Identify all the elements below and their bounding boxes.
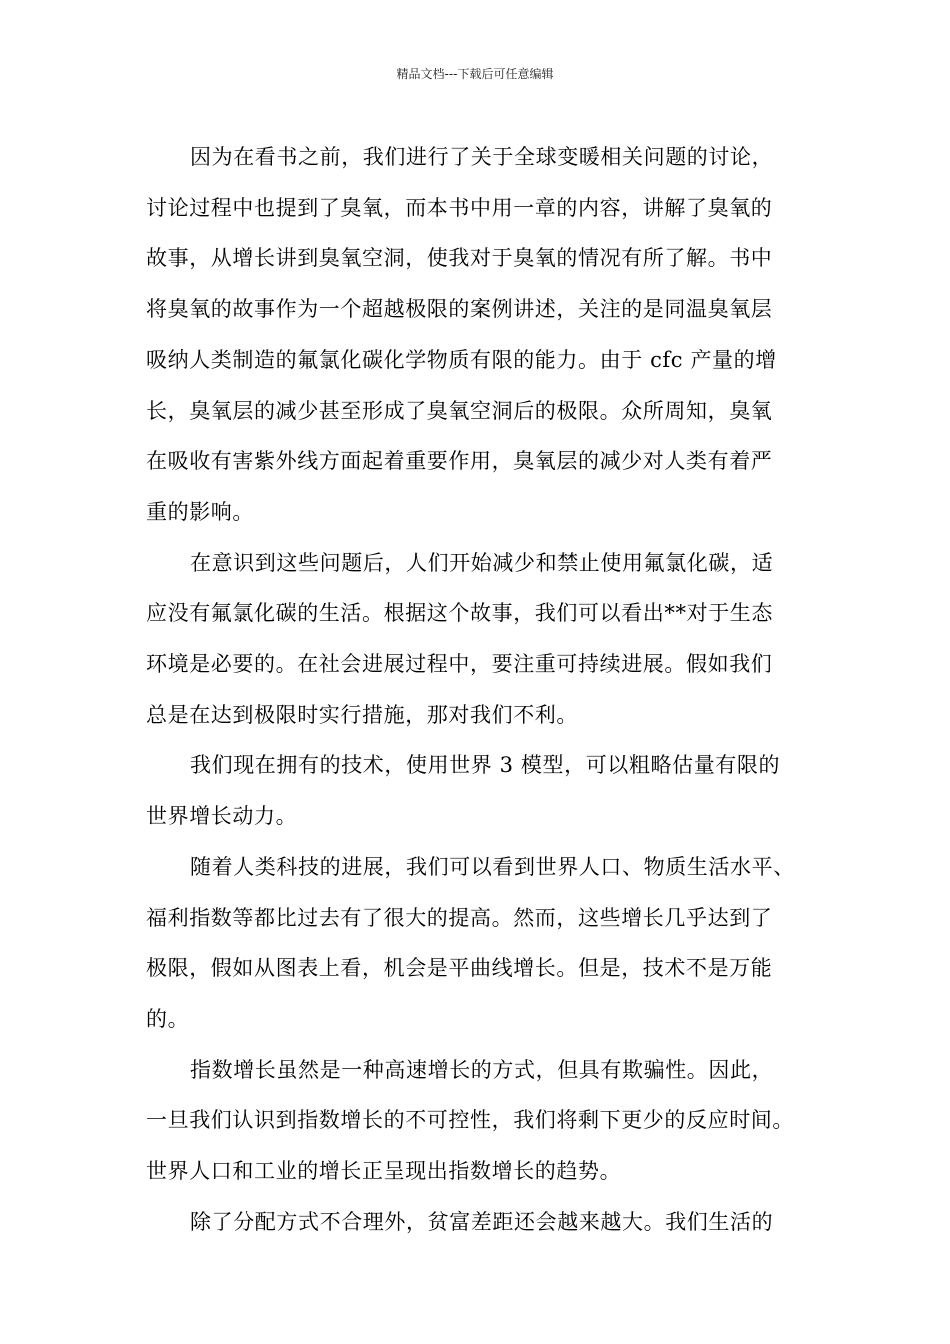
text-line: 福利指数等都比过去有了很大的提高。然而，这些增长几乎达到了 bbox=[146, 905, 773, 930]
paragraph-3 bbox=[146, 740, 810, 841]
paragraph-5 bbox=[146, 1045, 810, 1197]
text-line: 世界增长动力。 bbox=[146, 804, 298, 829]
text-line: 除了分配方式不合理外，贫富差距还会越来越大。我们生活的 bbox=[190, 1209, 774, 1234]
page-header: 精品文档---下载后可任意编辑 bbox=[396, 67, 554, 81]
text-line: 在意识到这些问题后，人们开始减少和禁止使用氟氯化碳，适 bbox=[190, 550, 774, 575]
text-line: 世界人口和工业的增长正呈现出指数增长的趋势。 bbox=[146, 1159, 622, 1184]
document-body bbox=[146, 132, 810, 1247]
text-line: 因为在看书之前，我们进行了关于全球变暖相关问题的讨论， bbox=[190, 145, 774, 169]
text-line: 极限，假如从图表上看，机会是平曲线增长。但是，技术不是万能 bbox=[146, 956, 773, 981]
text-line: 总是在达到极限时实行措施，那对我们不利。 bbox=[146, 702, 578, 727]
text-line: 我们现在拥有的技术，使用世界 3 模型，可以粗略估量有限的 bbox=[190, 753, 781, 778]
text-line: 故事，从增长讲到臭氧空洞，使我对于臭氧的情况有所了解。书中 bbox=[146, 246, 773, 271]
text-line: 在吸收有害紫外线方面起着重要作用，臭氧层的减少对人类有着严 bbox=[146, 449, 773, 474]
text-line: 将臭氧的故事作为一个超越极限的案例讲述，关注的是同温臭氧层 bbox=[146, 297, 773, 322]
text-line: 一旦我们认识到指数增长的不可控性，我们将剩下更少的反应时间。 bbox=[146, 1108, 794, 1133]
text-line: 环境是必要的。在社会进展过程中，要注重可持续进展。假如我们 bbox=[146, 652, 773, 677]
text-line: 吸纳人类制造的氟氯化碳化学物质有限的能力。由于 cfc 产量的增 bbox=[146, 347, 777, 372]
paragraph-6 bbox=[146, 1197, 810, 1248]
text-line: 讨论过程中也提到了臭氧，而本书中用一章的内容，讲解了臭氧的 bbox=[146, 195, 773, 220]
paragraph-2 bbox=[146, 538, 810, 741]
text-line: 随着人类科技的进展，我们可以看到世界人口、物质生活水平、 bbox=[190, 854, 795, 879]
text-line: 应没有氟氯化碳的生活。根据这个故事，我们可以看出**对于生态 bbox=[146, 601, 773, 626]
text-line: 重的影响。 bbox=[146, 499, 254, 524]
text-line: 指数增长虽然是一种高速增长的方式，但具有欺骗性。因此， bbox=[190, 1057, 774, 1082]
text-line: 长，臭氧层的减少甚至形成了臭氧空洞后的极限。众所周知，臭氧 bbox=[146, 398, 773, 423]
paragraph-1 bbox=[146, 132, 810, 538]
paragraph-4 bbox=[146, 842, 810, 1045]
text-line: 的。 bbox=[146, 1006, 190, 1031]
